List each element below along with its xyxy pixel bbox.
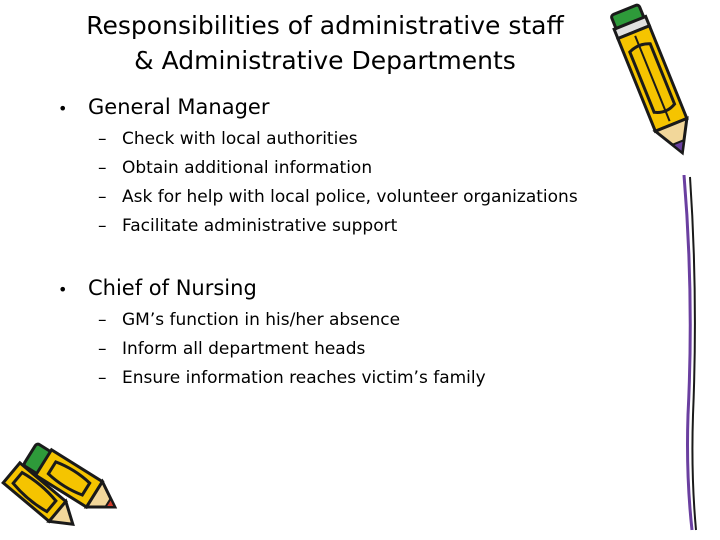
bullet-dot: •: [58, 99, 68, 118]
sub-list: [58, 306, 486, 393]
list-item: [98, 125, 578, 154]
list-item-text: Facilitate administrative support: [122, 216, 398, 236]
list-item: [98, 364, 486, 393]
list-item: [98, 306, 486, 335]
dash: –: [98, 310, 107, 330]
bullet-dot: •: [58, 280, 68, 299]
bullet-heading: [58, 95, 578, 119]
list-item-text: GM’s function in his/her absence: [122, 310, 401, 330]
heading-chief-of-nursing: Chief of Nursing: [88, 276, 257, 300]
dash: –: [98, 368, 107, 388]
pencil-clipart-right-edge: [676, 175, 702, 535]
title-line-2: & Administrative Departments: [134, 46, 516, 75]
dash: –: [98, 129, 107, 149]
list-item-text: Check with local authorities: [122, 129, 358, 149]
list-item-text: Obtain additional information: [122, 158, 373, 178]
section-general-manager: [58, 95, 578, 241]
list-item: [98, 183, 578, 212]
slide-title: [20, 8, 630, 78]
section-chief-of-nursing: [58, 276, 486, 393]
dash: –: [98, 187, 107, 207]
sub-list: [58, 125, 578, 241]
bullet-heading: [58, 276, 486, 300]
title-line-1: Responsibilities of administrative staff: [86, 11, 564, 40]
list-item-text: Ask for help with local police, volunteer organizations: [122, 187, 578, 207]
dash: –: [98, 216, 107, 236]
list-item: [98, 212, 578, 241]
list-item-text: Ensure information reaches victim’s family: [122, 368, 486, 388]
list-item: [98, 335, 486, 364]
list-item: [98, 154, 578, 183]
pencil-clipart-top-right: [600, 0, 710, 170]
dash: –: [98, 158, 107, 178]
dash: –: [98, 339, 107, 359]
pencil-clipart-bottom-left: [0, 428, 130, 538]
heading-general-manager: General Manager: [88, 95, 270, 119]
list-item-text: Inform all department heads: [122, 339, 366, 359]
